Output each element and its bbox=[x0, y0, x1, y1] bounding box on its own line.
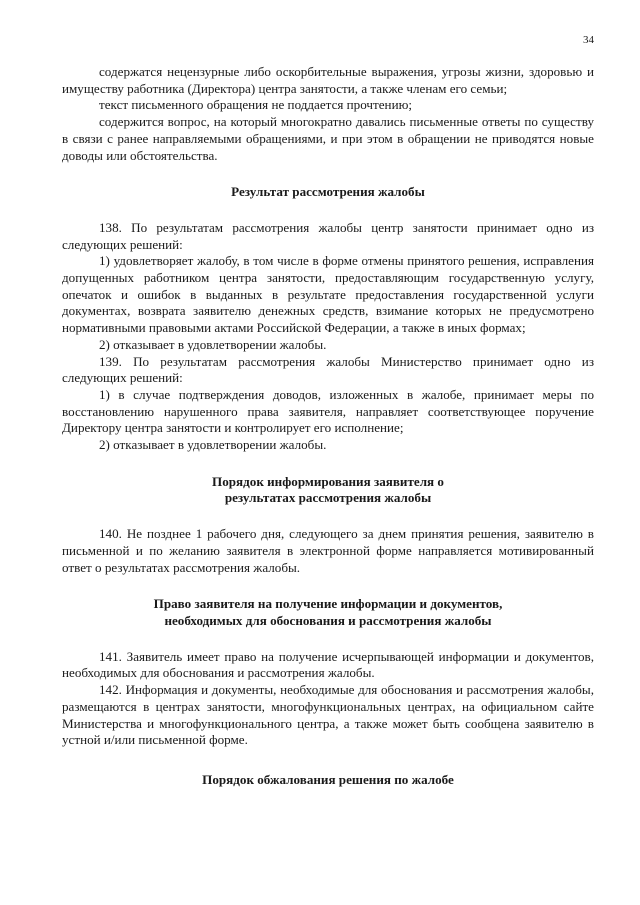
section-heading-appeal: Порядок обжалования решения по жалобе bbox=[202, 771, 454, 787]
paragraph: 140. Не позднее 1 рабочего дня, следующего за днем принятия решения, заявителю в письменной и по желанию заявителя в электронной форме направляется мотивированный ответ о результатах рассмотрения жалобы. bbox=[62, 526, 594, 575]
paragraph: 1) в случае подтверждения доводов, изложенных в жалобе, принимает меры по восстановлению нарушенного права заявителя, направляет соответствующее поручение Директору центра занятости и контролирует его исполнение; bbox=[62, 386, 594, 436]
section-informing-body bbox=[62, 526, 594, 576]
heading-line: необходимых для обоснования и рассмотрения жалобы bbox=[164, 612, 492, 628]
paragraph: 139. По результатам рассмотрения жалобы Министерство принимает одно из следующих решений: bbox=[62, 353, 594, 386]
paragraph: 142. Информация и документы, необходимые для обоснования и рассмотрения жалобы, размещаются в центрах занятости, многофункциональных центрах, на официальном сайте Министерства и многофункционального центра, а также может быть сообщена заявителю в устной и/или письменной форме. bbox=[62, 682, 594, 748]
heading-line: Порядок информирования заявителя о bbox=[212, 473, 444, 489]
paragraph: 1) удовлетворяет жалобу, в том числе в форме отмены принятого решения, исправления допущенных работником центра занятости, предоставляющим государственную услугу, опечаток и ошибок в выданных в результате предоставления государственной услуги документах, возврата заявителю денежных средств, взимание которых не предусмотрено нормативными правовыми актами Российской Федерации, а также в иных формах; bbox=[62, 253, 594, 336]
paragraph: 138. По результатам рассмотрения жалобы центр занятости принимает одно из следующих решений: bbox=[62, 219, 594, 252]
section-heading-informing bbox=[62, 474, 594, 507]
intro-block bbox=[62, 64, 594, 164]
section-rights-body bbox=[62, 649, 594, 749]
section-heading-result: Результат рассмотрения жалобы bbox=[231, 184, 425, 200]
page-number: 34 bbox=[583, 34, 594, 46]
intro-paragraph: содержится вопрос, на который многократно давались письменные ответы по существу в связи с ранее направляемыми обращениями, и при этом в обращении не приводятся новые доводы или обстоятельства. bbox=[62, 114, 594, 163]
paragraph: 2) отказывает в удовлетворении жалобы. bbox=[99, 437, 327, 453]
section-result-body bbox=[62, 220, 594, 454]
heading-line: Право заявителя на получение информации и документов, bbox=[153, 596, 503, 612]
intro-paragraph: текст письменного обращения не поддается прочтению; bbox=[99, 97, 412, 113]
intro-paragraph: содержатся нецензурные либо оскорбительные выражения, угрозы жизни, здоровью и имуществу работника (Директора) центра занятости, а также членам его семьи; bbox=[62, 64, 594, 96]
section-heading-rights bbox=[62, 596, 594, 629]
paragraph: 2) отказывает в удовлетворении жалобы. bbox=[99, 336, 327, 352]
paragraph: 141. Заявитель имеет право на получение исчерпывающей информации и документов, необходимых для обоснования и рассмотрения жалобы. bbox=[62, 648, 594, 681]
heading-line: результатах рассмотрения жалобы bbox=[224, 490, 432, 506]
